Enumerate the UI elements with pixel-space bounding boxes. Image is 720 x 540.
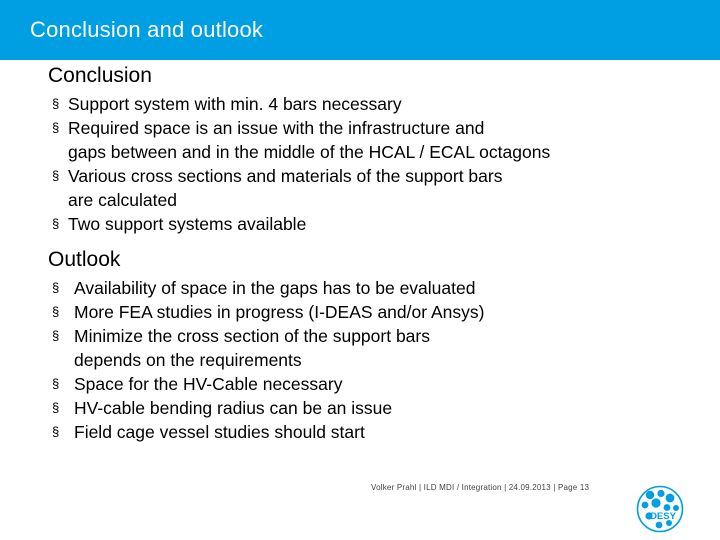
title-bar [0, 0, 720, 60]
list-item-text: Availability of space in the gaps has to be evaluated [74, 278, 476, 298]
list-item-text: Field cage vessel studies should start [74, 422, 365, 442]
conclusion-list [52, 92, 550, 236]
conclusion-heading: Conclusion [48, 64, 152, 87]
bullet-icon: § [52, 304, 60, 319]
list-item-text-continued: are calculated [68, 190, 177, 210]
bullet-icon: § [52, 376, 60, 391]
bullet-icon: § [52, 168, 60, 183]
list-item [52, 372, 484, 396]
list-item [52, 420, 484, 444]
outlook-list [52, 276, 484, 444]
bullet-icon: § [52, 400, 60, 415]
outlook-heading: Outlook [48, 248, 121, 271]
list-item-text-continued: depends on the requirements [74, 350, 302, 370]
list-item-text: Various cross sections and materials of the support bars [68, 166, 503, 186]
list-item-text: Two support systems available [68, 214, 307, 234]
list-item [52, 276, 484, 300]
list-item [52, 92, 550, 116]
footer-info: Volker Prahl | ILD MDI / Integration | 24.09.2013 | Page 13 [371, 483, 590, 492]
page-title: Conclusion and outlook [30, 17, 264, 42]
list-item [52, 300, 484, 324]
list-item-text: Required space is an issue with the infrastructure and [68, 118, 485, 138]
list-item-text: Space for the HV-Cable necessary [74, 374, 343, 394]
bullet-icon: § [52, 424, 60, 439]
list-item-text: More FEA studies in progress (I-DEAS and/or Ansys) [74, 302, 485, 322]
bullet-icon: § [52, 280, 60, 295]
list-item-text: Support system with min. 4 bars necessary [68, 94, 402, 114]
bullet-icon: § [52, 328, 60, 343]
list-item [52, 324, 484, 372]
logo-text: DESY [650, 511, 676, 522]
list-item-text: HV-cable bending radius can be an issue [74, 398, 393, 418]
list-item-text-continued: gaps between and in the middle of the HCAL / ECAL octagons [68, 142, 551, 162]
list-item [52, 396, 484, 420]
list-item [52, 212, 550, 236]
list-item [52, 116, 550, 164]
bullet-icon: § [52, 216, 60, 231]
list-item [52, 164, 550, 212]
desy-logo-icon [636, 485, 684, 533]
list-item-text: Minimize the cross section of the support bars [74, 326, 430, 346]
bullet-icon: § [52, 96, 60, 111]
bullet-icon: § [52, 120, 60, 135]
